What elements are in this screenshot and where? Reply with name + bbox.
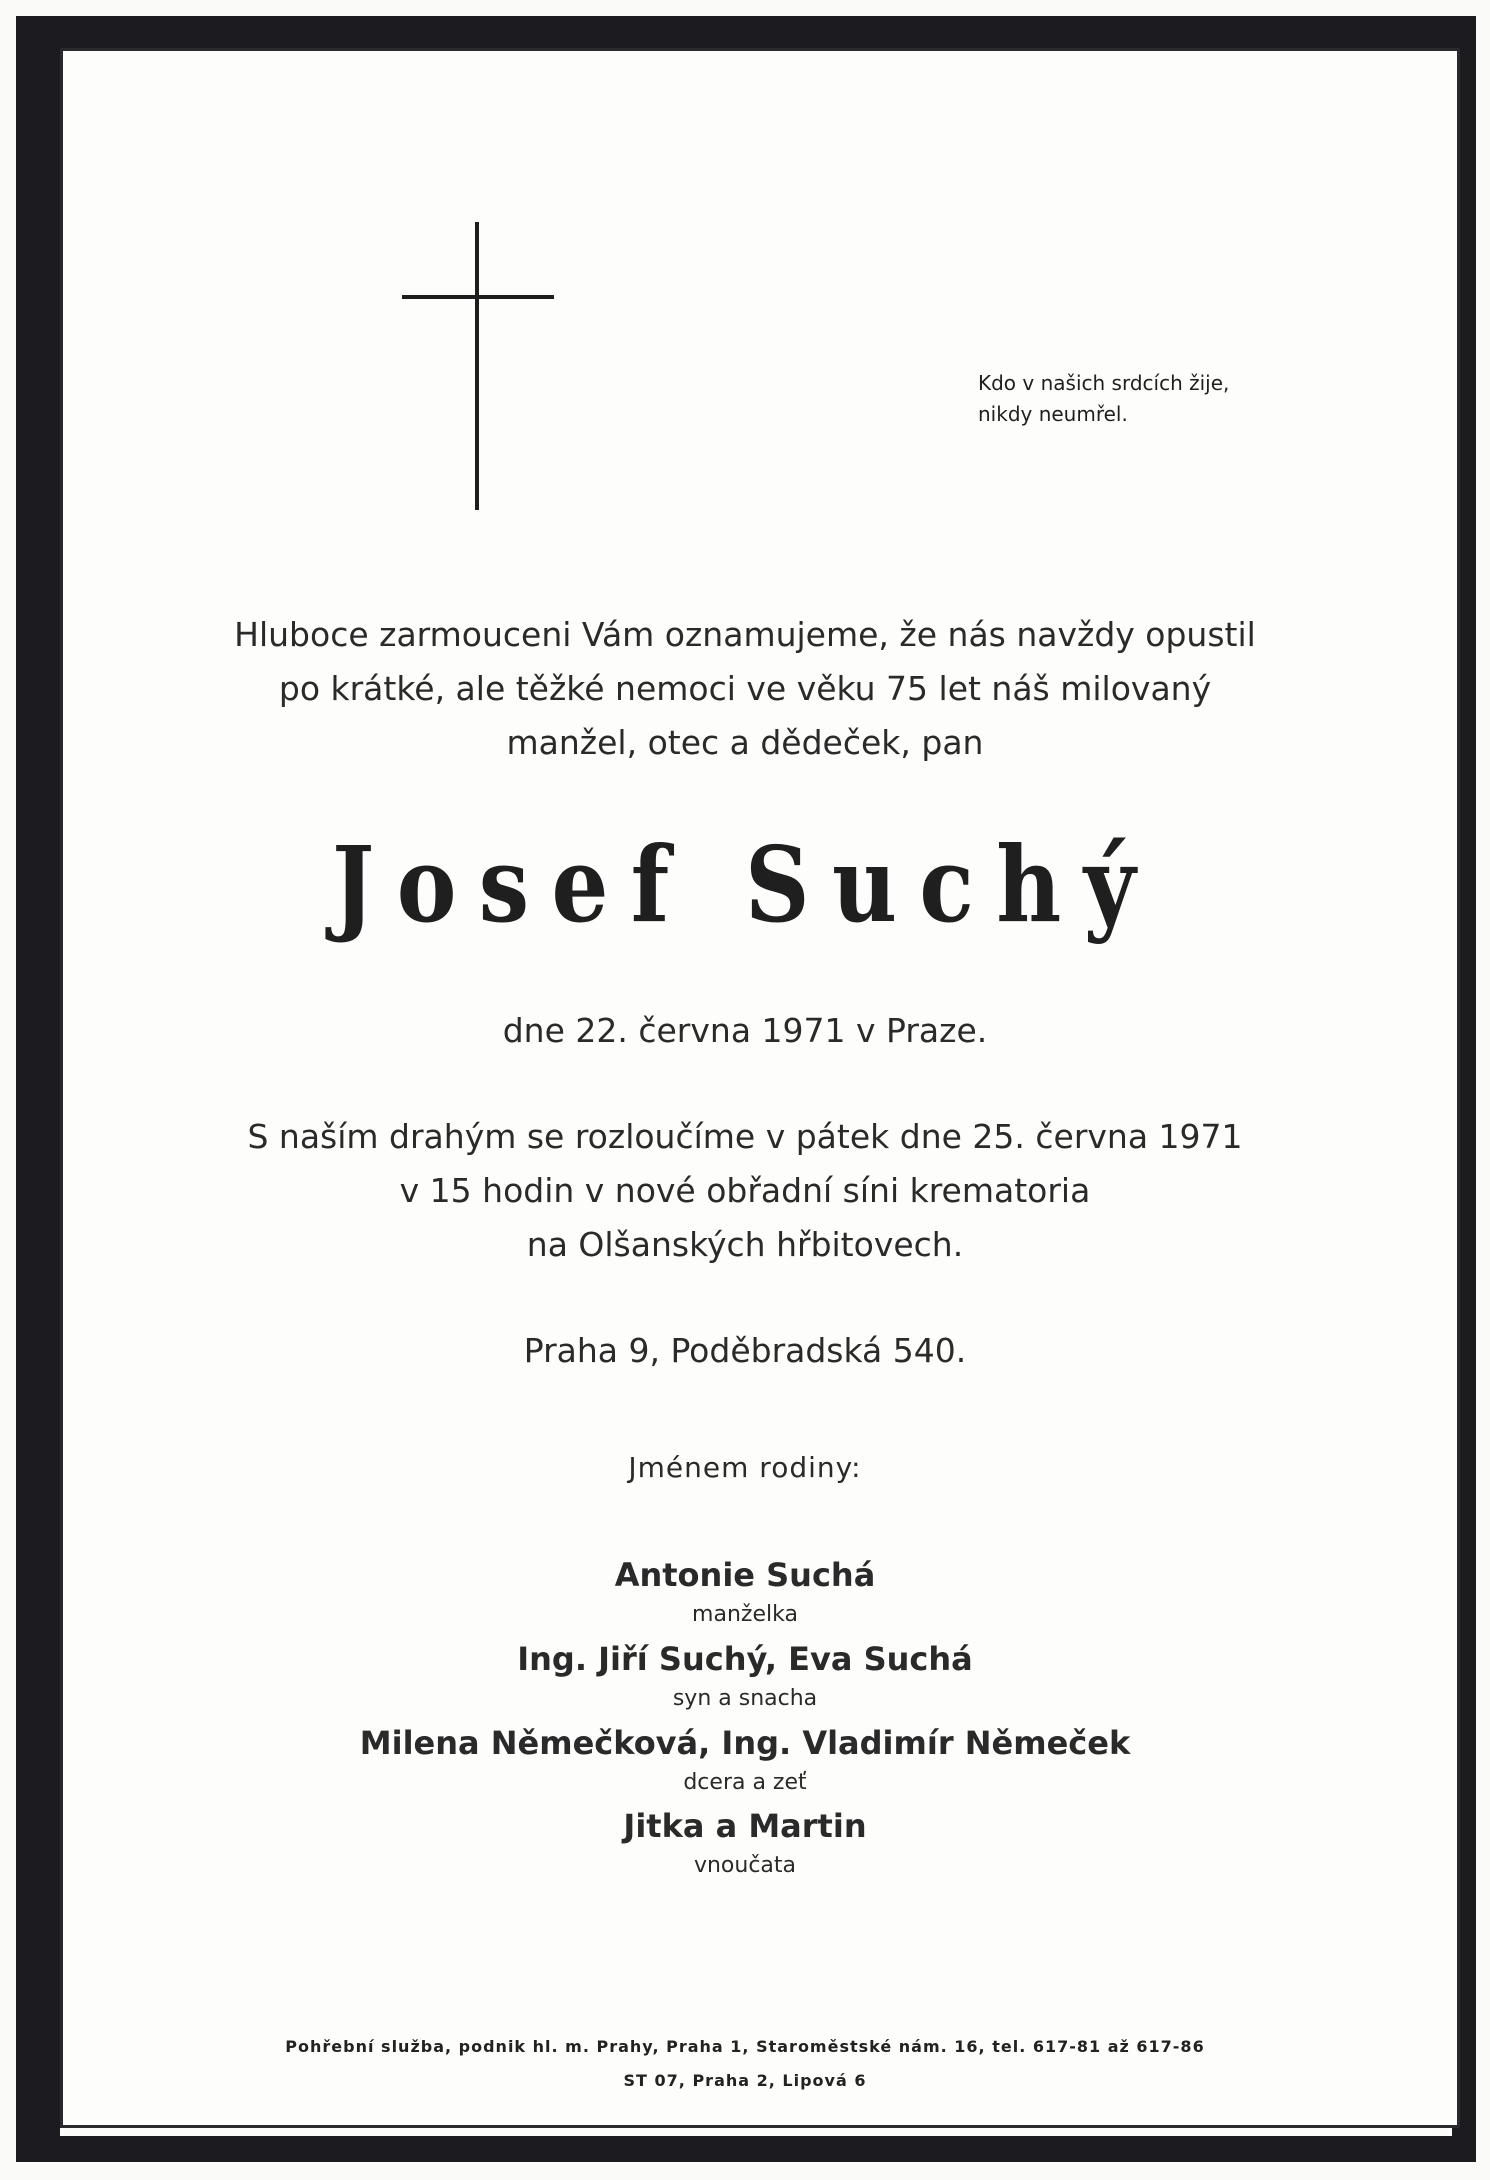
farewell-details [200,1110,1290,1272]
family-member-name: Ing. Jiří Suchý, Eva Suchá [517,1640,973,1678]
family-member-name: Jitka a Martin [623,1807,867,1845]
family-member [200,1803,1290,1883]
family-member-relation: dcera a zeť [683,1770,807,1795]
cross-horizontal-bar [402,295,554,299]
death-date: dne 22. června 1971 v Praze. [502,1011,988,1050]
footer-line-2: ST 07, Praha 2, Lipová 6 [623,2071,867,2090]
family-member [200,1636,1290,1716]
announcement-line-3: manžel, otec a dědeček, pan [506,723,984,762]
family-address: Praha 9, Poděbradská 540. [523,1331,967,1370]
family-member-relation: vnoučata [693,1853,797,1878]
motto-line-2: nikdy neumřel. [978,402,1128,426]
deceased-name: Josef Suchý [332,823,1158,946]
family-member [200,1720,1290,1800]
announcement-line-2: po krátké, ale těžké nemoci ve věku 75 let náš milovaný [278,669,1212,708]
family-label: Jménem rodiny: [628,1451,862,1484]
announcement-line-1: Hluboce zarmouceni Vám oznamujeme, že nás navždy opustil [234,615,1256,654]
family-member-name: Milena Němečková, Ing. Vladimír Němeček [359,1724,1131,1762]
cross-vertical-bar [475,222,479,510]
farewell-line-3: na Olšanských hřbitovech. [526,1225,964,1264]
farewell-line-1: S naším drahým se rozloučíme v pátek dne 25. června 1971 [247,1117,1243,1156]
farewell-line-2: v 15 hodin v nové obřadní síni krematoria [399,1171,1091,1210]
printer-footer [200,2030,1290,2098]
motto [978,368,1278,430]
announcement-text [200,608,1290,770]
motto-line-1: Kdo v našich srdcích žije, [978,371,1230,395]
family-member [200,1552,1290,1632]
family-member-name: Antonie Suchá [614,1556,876,1594]
family-member-relation: manželka [692,1602,798,1627]
family-member-relation: syn a snacha [672,1686,818,1711]
footer-line-1: Pohřební služba, podnik hl. m. Prahy, Praha 1, Staroměstské nám. 16, tel. 617-81 až 617-86 [285,2037,1205,2056]
